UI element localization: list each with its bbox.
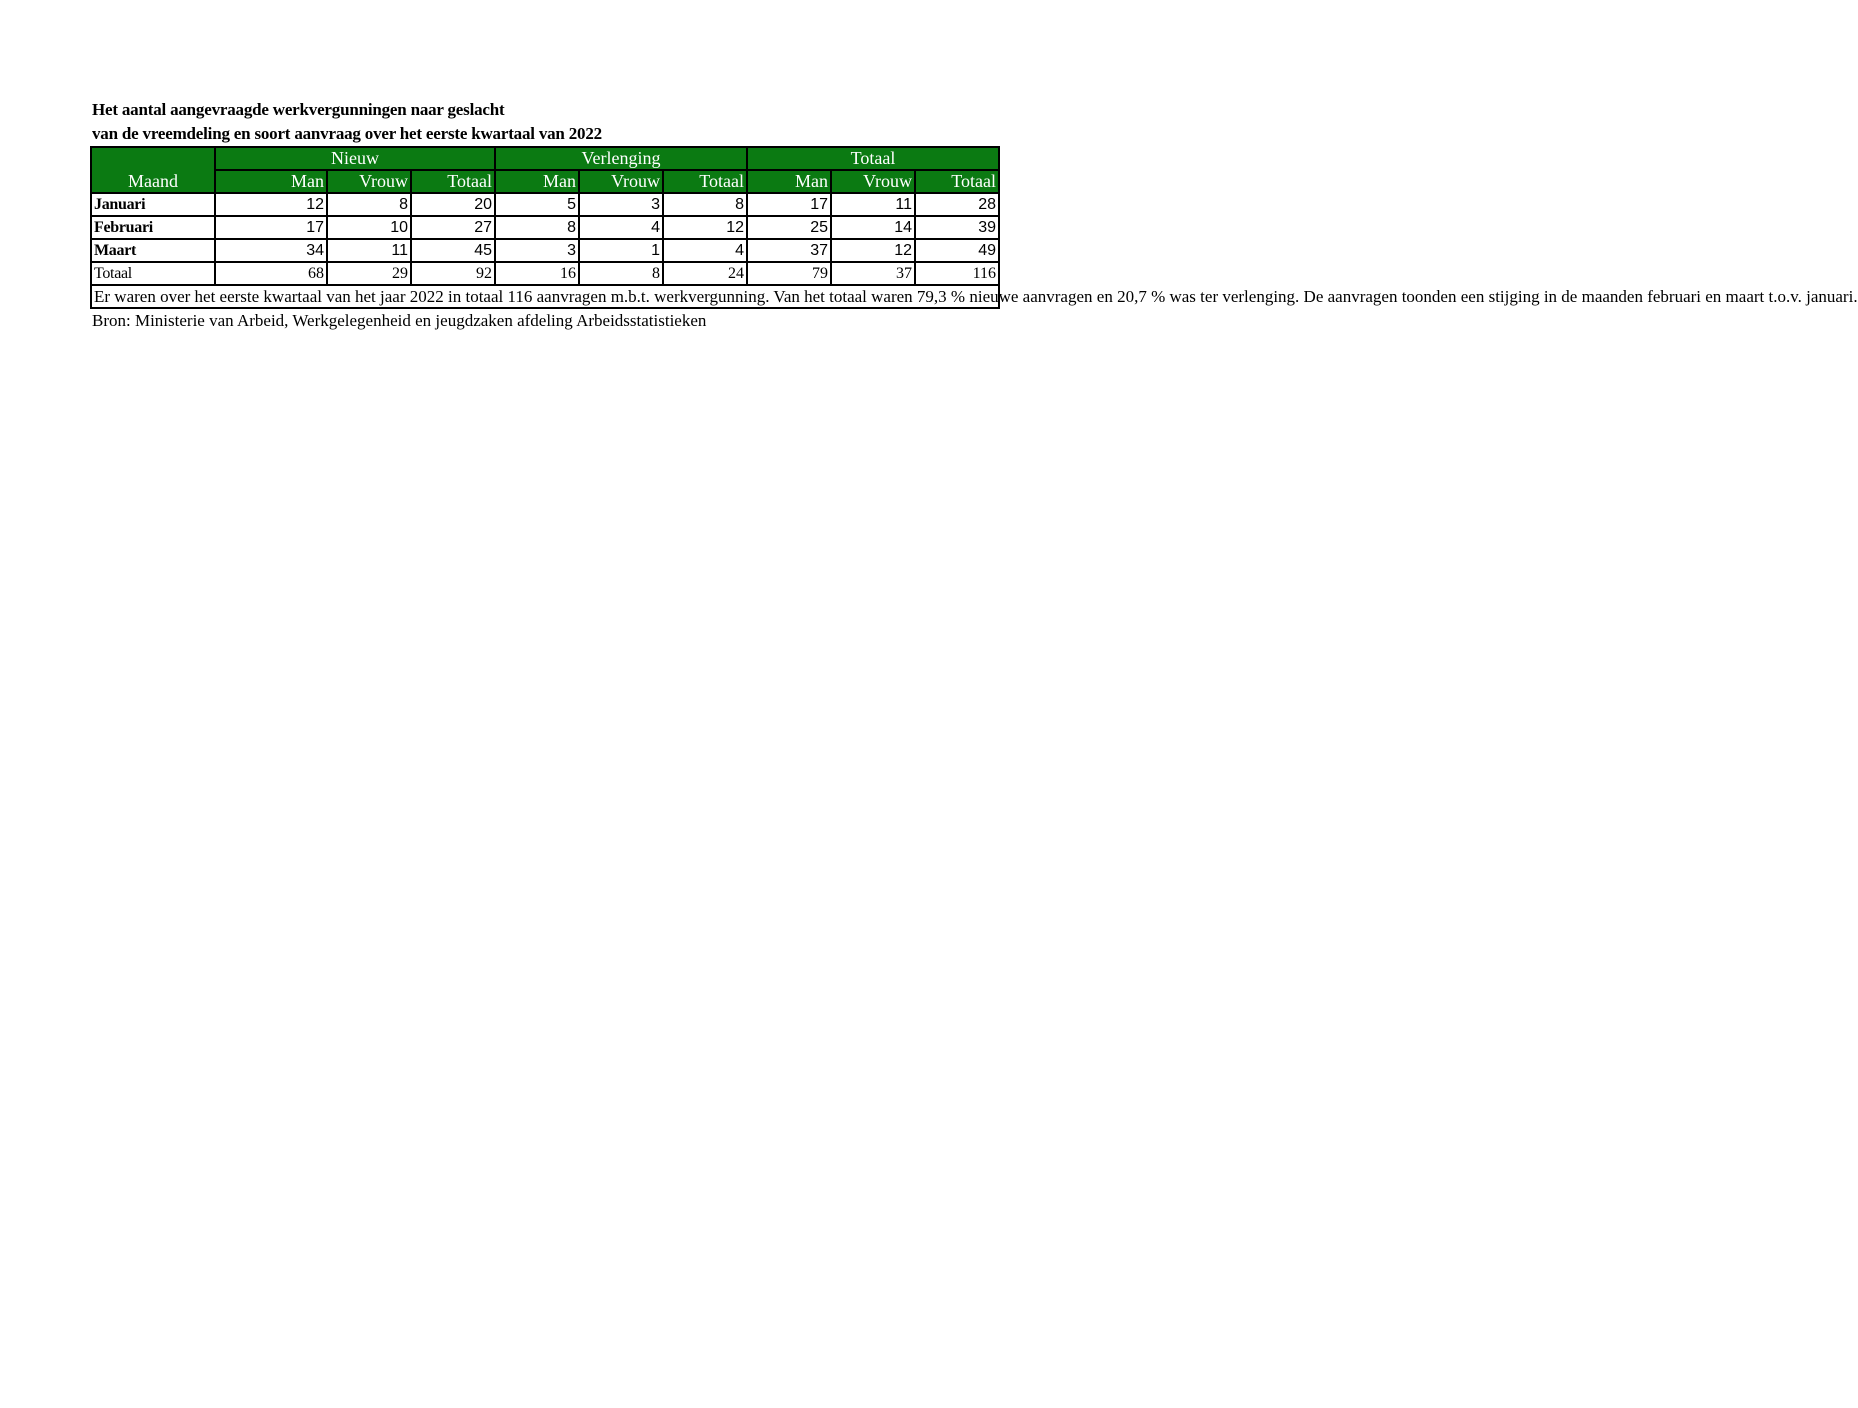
table-cell: 8 [495, 216, 579, 239]
table-cell: 16 [495, 262, 579, 285]
table-cell: 8 [327, 193, 411, 216]
table-row-maart [91, 239, 999, 262]
group-header-totaal: Totaal [747, 147, 999, 170]
document [90, 98, 1858, 333]
table-cell: 29 [327, 262, 411, 285]
table-cell: 12 [831, 239, 915, 262]
table-cell: 12 [663, 216, 747, 239]
table-cell: 116 [915, 262, 999, 285]
table-cell: 8 [579, 262, 663, 285]
table-cell: 3 [495, 239, 579, 262]
table-row-totaal [91, 262, 999, 285]
table-cell: 14 [831, 216, 915, 239]
table-cell: 45 [411, 239, 495, 262]
table-cell: 1 [579, 239, 663, 262]
subcolumn-header: Man [215, 170, 327, 193]
subcolumn-header: Man [747, 170, 831, 193]
row-label: Februari [91, 216, 215, 239]
table-cell: 12 [215, 193, 327, 216]
work-permit-table [90, 146, 1858, 309]
column-header-maand: Maand [91, 147, 215, 193]
table-cell: 49 [915, 239, 999, 262]
subcolumn-header: Vrouw [831, 170, 915, 193]
table-cell: 5 [495, 193, 579, 216]
table-cell: 20 [411, 193, 495, 216]
table-cell: 8 [663, 193, 747, 216]
subcolumn-header: Vrouw [579, 170, 663, 193]
table-cell: 10 [327, 216, 411, 239]
row-label: Januari [91, 193, 215, 216]
header-row-subcolumns [91, 170, 999, 193]
row-label: Totaal [91, 262, 215, 285]
table-cell: 92 [411, 262, 495, 285]
table-cell: 79 [747, 262, 831, 285]
subcolumn-header: Totaal [915, 170, 999, 193]
table-cell: 11 [327, 239, 411, 262]
table-cell: 25 [747, 216, 831, 239]
table-cell: 4 [579, 216, 663, 239]
table-cell: 37 [831, 262, 915, 285]
table-cell: 34 [215, 239, 327, 262]
table-title-line-2: van de vreemdeling en soort aanvraag over het eerste kwartaal van 2022 [92, 124, 602, 143]
table-cell: 24 [663, 262, 747, 285]
table-note-row [91, 285, 999, 308]
table-cell: 37 [747, 239, 831, 262]
group-header-nieuw: Nieuw [215, 147, 495, 170]
table-cell: 68 [215, 262, 327, 285]
table-cell: 11 [831, 193, 915, 216]
table-cell: 27 [411, 216, 495, 239]
subcolumn-header: Totaal [411, 170, 495, 193]
subcolumn-header: Man [495, 170, 579, 193]
source-note: Bron: Ministerie van Arbeid, Werkgelegenheid en jeugdzaken afdeling Arbeidsstatistieken [92, 311, 707, 330]
table-cell: 28 [915, 193, 999, 216]
table-row-februari [91, 216, 999, 239]
table-row-januari [91, 193, 999, 216]
header-row-groups [91, 147, 999, 170]
table-cell: 39 [915, 216, 999, 239]
table-cell: 3 [579, 193, 663, 216]
row-label: Maart [91, 239, 215, 262]
table-cell: 17 [747, 193, 831, 216]
subcolumn-header: Totaal [663, 170, 747, 193]
table-cell: 4 [663, 239, 747, 262]
group-header-verlenging: Verlenging [495, 147, 747, 170]
table-title-line-1: Het aantal aangevraagde werkvergunningen naar geslacht [92, 100, 505, 119]
table-cell: 17 [215, 216, 327, 239]
table-note: Er waren over het eerste kwartaal van het jaar 2022 in totaal 116 aanvragen m.b.t. werkvergunning. Van het totaal waren 79,3 % nieuwe aanvragen en 20,7 % was ter verlenging. De aanvragen toonden een stijging in de maanden februari en maart t.o.v. januari. [91, 285, 999, 308]
subcolumn-header: Vrouw [327, 170, 411, 193]
